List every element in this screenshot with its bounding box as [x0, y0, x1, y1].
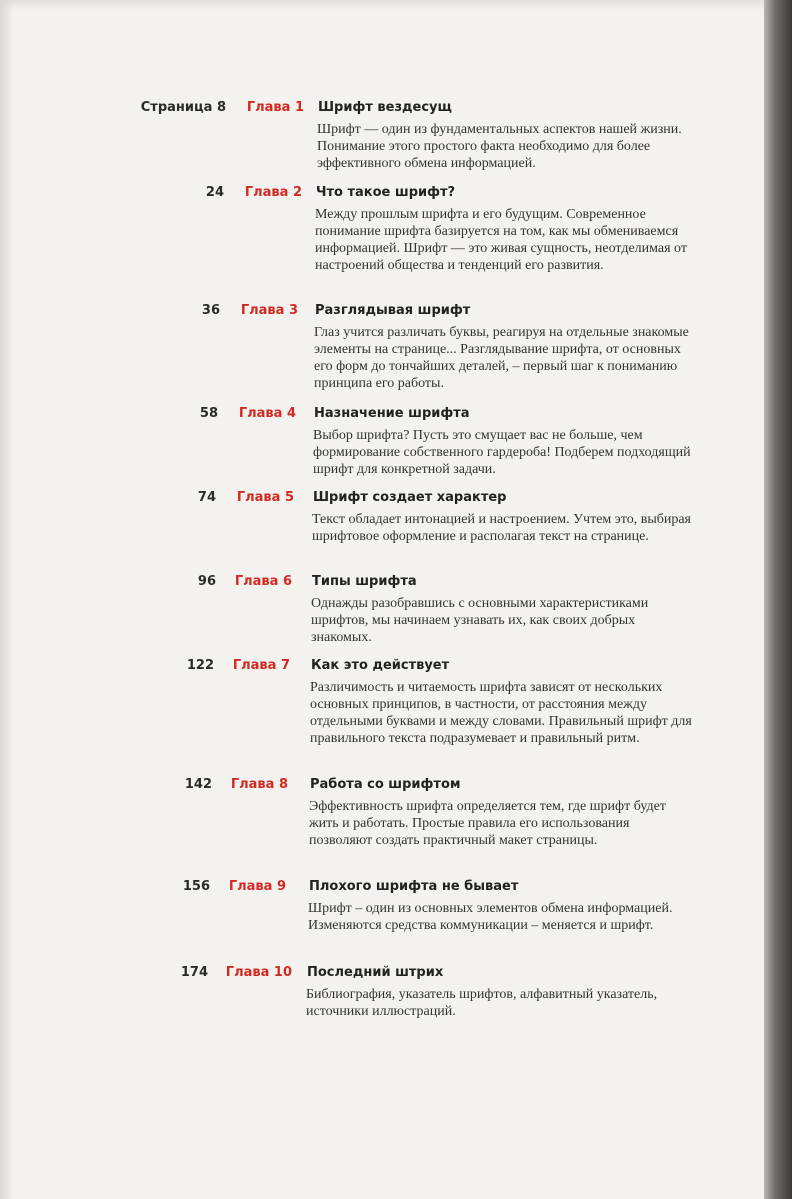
toc-chapter-description: Выбор шрифта? Пусть это смущает вас не больше, чем формирование собственного гардероба! Подберем подходящий шрифт для конкретной задачи.: [313, 428, 691, 477]
toc-chapter-label: Глава 4: [238, 406, 296, 421]
toc-chapter-title: Шрифт вездесущ: [318, 100, 452, 115]
toc-page-number: 58: [199, 406, 218, 421]
toc-chapter-label: Глава 9: [228, 879, 286, 894]
toc-chapter-title: Как это действует: [311, 658, 450, 673]
toc-page-number: 156: [182, 879, 210, 894]
toc-chapter-label: Глава 6: [234, 574, 292, 589]
toc-chapter-description: Шрифт – один из основных элементов обмена информацией. Изменяются средства коммуникации – меняется и шрифт.: [308, 901, 673, 933]
toc-chapter-title: Типы шрифта: [312, 574, 417, 589]
toc-chapter-label: Глава 3: [240, 303, 298, 318]
toc-chapter-title: Работа со шрифтом: [310, 777, 461, 792]
toc-chapter-description: Различимость и читаемость шрифта зависят от нескольких основных принципов, в частности, от расстояния между отдельными буквами и между словами. Правильный шрифт для правильного текста подразумевает и правильный ритм.: [310, 680, 692, 746]
toc-chapter-title: Плохого шрифта не бывает: [309, 879, 519, 894]
toc-chapter-title: Назначение шрифта: [314, 406, 470, 421]
page-gutter-shadow: [0, 0, 14, 1199]
toc-page-number: 142: [184, 777, 212, 792]
page-top-shadow: [0, 0, 792, 10]
toc-chapter-description: Шрифт — один из фундаментальных аспектов нашей жизни. Понимание этого простого факта необходимо для более эффективного обмена информацией.: [317, 122, 682, 171]
toc-page-number: 122: [186, 658, 214, 673]
toc-chapter-title: Что такое шрифт?: [316, 185, 456, 200]
toc-chapter-description: Глаз учится различать буквы, реагируя на отдельные знакомые элементы на странице... Разглядывание шрифта, от основных его форм до тончайших деталей, – первый шаг к пониманию принципа его работы.: [314, 325, 689, 391]
toc-chapter-label: Глава 10: [225, 965, 292, 980]
book-edge-right: [764, 0, 792, 1199]
toc-chapter-label: Глава 2: [244, 185, 302, 200]
toc-chapter-label: Глава 1: [246, 100, 304, 115]
toc-page-number: 36: [201, 303, 220, 318]
toc-chapter-description: Эффективность шрифта определяется тем, где шрифт будет жить и работать. Простые правила его использования позволяют создать практичный макет страницы.: [309, 799, 666, 848]
toc-chapter-title: Разглядывая шрифт: [315, 303, 471, 318]
toc-chapter-label: Глава 8: [230, 777, 288, 792]
toc-chapter-label: Глава 7: [232, 658, 290, 673]
toc-page-number: Страница 8: [140, 100, 226, 115]
toc-chapter-title: Последний штрих: [307, 965, 444, 980]
toc-chapter-label: Глава 5: [236, 490, 294, 505]
toc-page-number: 24: [205, 185, 224, 200]
toc-page-number: 74: [197, 490, 216, 505]
toc-chapter-description: Однажды разобравшись с основными характеристиками шрифтов, мы начинаем узнавать их, как своих добрых знакомых.: [311, 596, 649, 645]
toc-page-number: 96: [197, 574, 216, 589]
toc-page-number: 174: [180, 965, 208, 980]
toc-chapter-title: Шрифт создает характер: [313, 490, 507, 505]
toc-chapter-description: Между прошлым шрифта и его будущим. Современное понимание шрифта базируется на том, как мы обмениваемся информацией. Шрифт — это живая сущность, неотделимая от настроений общества и тенденций его развития.: [315, 207, 687, 273]
toc-chapter-description: Текст обладает интонацией и настроением. Учтем это, выбирая шрифтовое оформление и располагая текст на странице.: [312, 512, 691, 544]
toc-chapter-description: Библиография, указатель шрифтов, алфавитный указатель, источники иллюстраций.: [306, 987, 658, 1019]
